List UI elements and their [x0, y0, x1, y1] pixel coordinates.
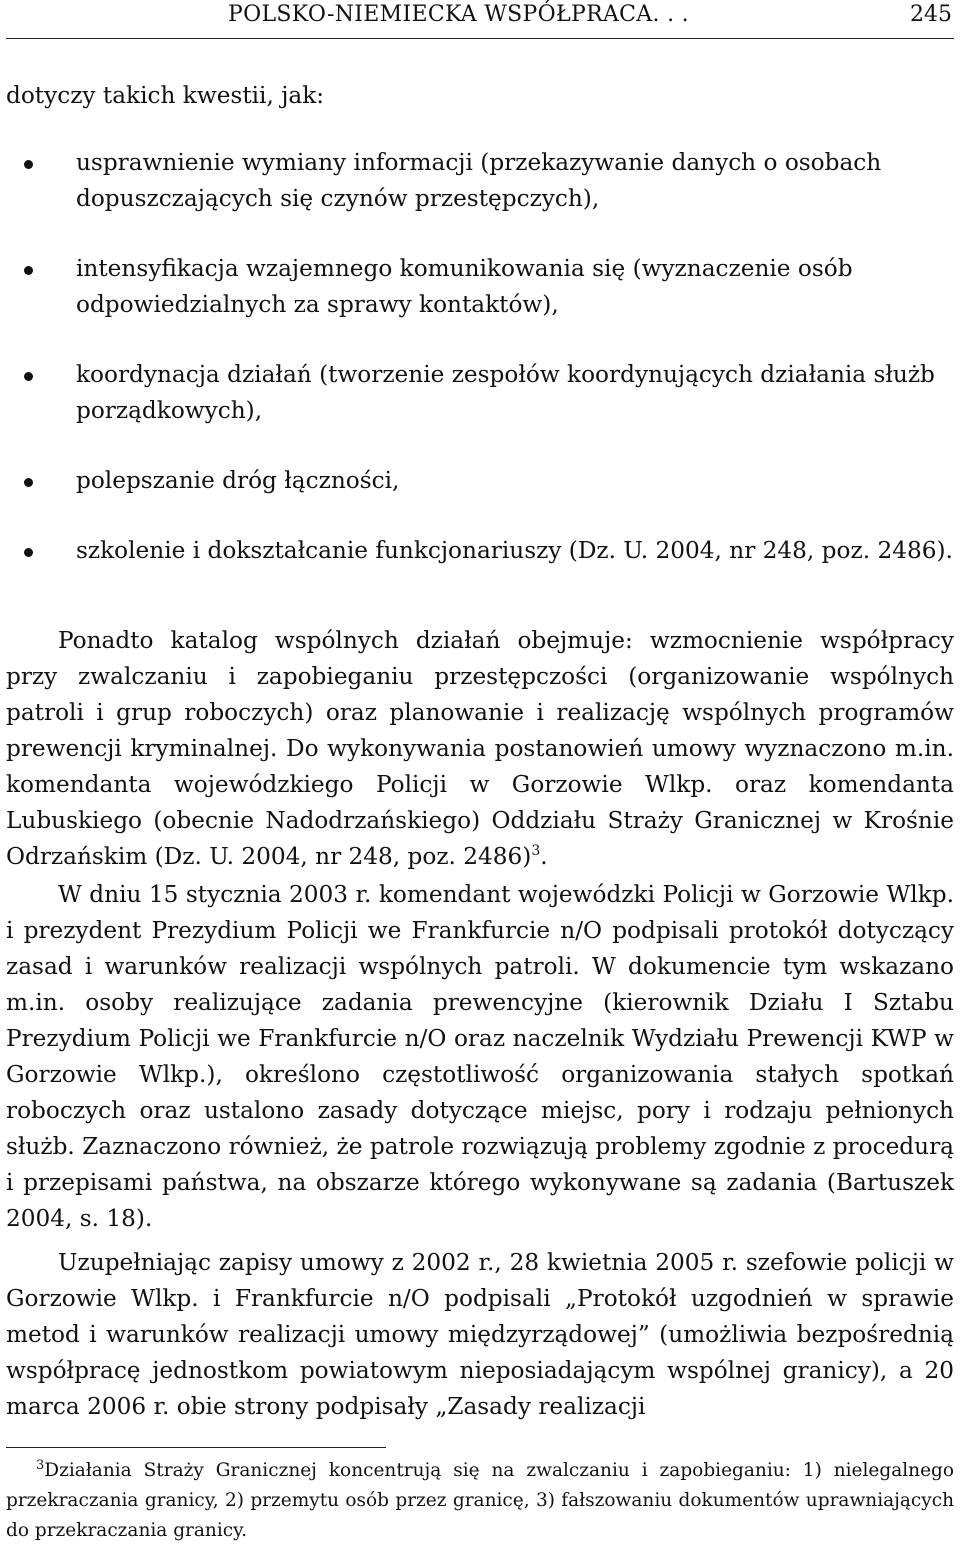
paragraph-3: Uzupełniając zapisy umowy z 2002 r., 28 kwietnia 2005 r. szefowie policji w Gorzowie Wlkp. i Frankfurcie n/O podpisali „Protokół uzgodnień w sprawie metod i warunków realizacji umowy międzyrządowej” (umożliwia bezpośrednią współpracę jednostkom powiatowym nieposiadającym wspólnej granicy), a 20 marca 2006 r. obie strony podpisały „Zasady realizacji [6, 1249, 954, 1420]
paragraph-1-end: . [540, 843, 548, 870]
list-item-text: szkolenie i dokształcanie funkcjonariuszy (Dz. U. 2004, nr 248, poz. 2486). [76, 537, 953, 564]
running-header [6, 0, 954, 39]
running-title: POLSKO-NIEMIECKA WSPÓŁPRACA. . . [228, 2, 689, 27]
list-item-text: intensyfikacja wzajemnego komunikowania się (wyznaczenie osób odpowiedzialnych za sprawy kontaktów), [76, 255, 853, 318]
bullet-icon [24, 548, 33, 557]
page-number: 245 [910, 2, 952, 27]
bullet-icon [24, 266, 33, 275]
list-item-text: koordynacja działań (tworzenie zespołów koordynujących działania służb porządkowych), [76, 361, 935, 424]
bullet-list [0, 145, 960, 603]
list-item [0, 145, 954, 217]
list-item-text: usprawnienie wymiany informacji (przekazywanie danych o osobach dopuszczających się czynów przestępczych), [76, 149, 882, 212]
bullet-icon [24, 160, 33, 169]
footnote-reference: 3 [531, 843, 541, 859]
list-item [0, 251, 954, 323]
footnote [6, 1456, 954, 1546]
lead-sentence: dotyczy takich kwestii, jak: [6, 82, 325, 109]
list-item [0, 357, 954, 429]
footnote-divider [6, 1447, 386, 1448]
paragraph-2: W dniu 15 stycznia 2003 r. komendant wojewódzki Policji w Gorzowie Wlkp. i prezydent Prezydium Policji we Frankfurcie n/O podpisali protokół dotyczący zasad i warunków realizacji wspólnych patroli. W dokumencie tym wskazano m.in. osoby realizujące zadania prewencyjne (kierownik Działu I Sztabu Prezydium Policji we Frankfurcie n/O oraz naczelnik Wydziału Prewencji KWP w Gorzowie Wlkp.), określono częstotliwość organizowania stałych spotkań roboczych oraz ustalono zasady dotyczące miejsc, pory i rodzaju pełnionych służb. Zaznaczono również, że patrole rozwiązują problemy zgodnie z procedurą i przepisami państwa, na obszarze którego wykonywane są zadania (Bartuszek 2004, s. 18). [6, 881, 954, 1232]
list-item-text: polepszanie dróg łączności, [76, 467, 400, 494]
paragraph-1 [6, 623, 954, 875]
list-item [0, 533, 954, 569]
bullet-icon [24, 372, 33, 381]
bullet-icon [24, 478, 33, 487]
paragraph-1-text: Ponadto katalog wspólnych działań obejmuje: wzmocnienie współpracy przy zwalczaniu i zapobieganiu przestępczości (organizowanie wspólnych patroli i grup roboczych) oraz planowanie i realizację wspólnych programów prewencji kryminalnej. Do wykonywania postanowień umowy wyznaczono m.in. komendanta wojewódzkiego Policji w Gorzowie Wlkp. oraz komendanta Lubuskiego (obecnie Nadodrzańskiego) Oddziału Straży Granicznej w Krośnie Odrzańskim (Dz. U. 2004, nr 248, poz. 2486) [6, 627, 954, 870]
footnote-text: Działania Straży Granicznej koncentrują się na zwalczaniu i zapobieganiu: 1) nielegalnego przekraczania granicy, 2) przemytu osób przez granicę, 3) fałszowaniu dokumentów uprawniających do przekraczania granicy. [6, 1460, 954, 1541]
list-item [0, 463, 954, 499]
footnote-number: 3 [36, 1458, 45, 1473]
